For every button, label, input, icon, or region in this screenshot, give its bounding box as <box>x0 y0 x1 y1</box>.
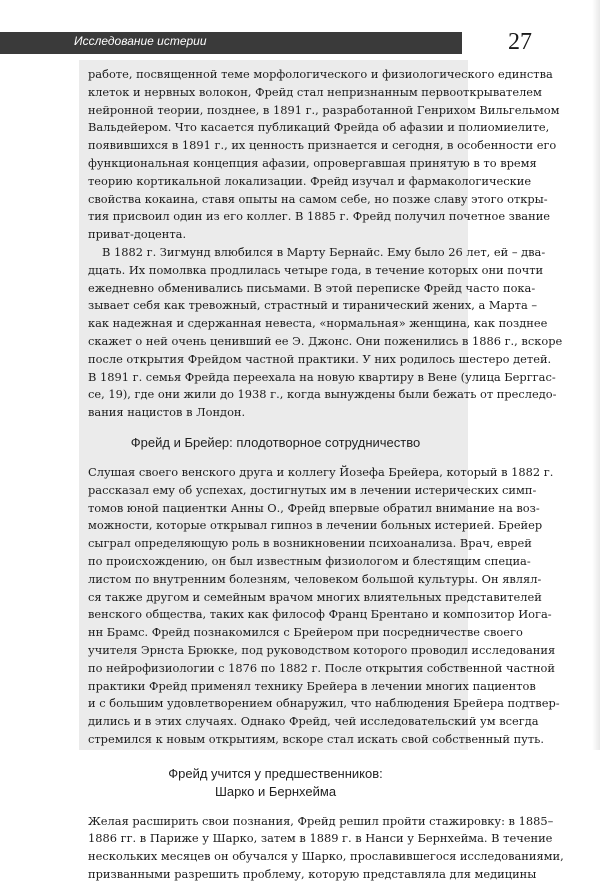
paragraph-4 <box>88 813 564 884</box>
text-line: Слушая своего венского друга и коллегу Йозефа Брейера, который в 1882 г. <box>88 464 554 479</box>
text-line: Желая расширить свои познания, Фрейд решил пройти стажировку: в 1885– <box>88 813 554 828</box>
section-heading-2-line-2: Шарко и Бернхейма <box>214 783 337 799</box>
text-line: клеток и нервных волокон, Фрейд стал непризнанным первооткрывателем <box>88 84 542 99</box>
text-line: рассказал ему об успехах, достигнутых им в лечении истерических симп- <box>88 482 537 497</box>
running-header-title: Исследование истерии <box>74 34 207 48</box>
text-line: как надежная и сдержанная невеста, «нормальная» женщина, как позднее <box>88 316 548 331</box>
text-line: и с большим удовлетворением обнаружил, что наблюдения Брейера подтвер- <box>88 696 560 711</box>
text-line: Вальдейером. Что касается публикаций Фрейда об афазии и полиомиелите, <box>88 120 550 135</box>
text-line: се, 19), где они жили до 1938 г., когда вынуждены были бежать от преследо- <box>88 387 557 402</box>
page-edge <box>592 0 600 750</box>
section-heading-2 <box>88 765 463 801</box>
text-line: по происхождению, он был известным физиологом и блестящим специа- <box>88 553 531 568</box>
text-line: В 1891 г. семья Фрейда переехала на новую квартиру в Вене (улица Берггас- <box>88 369 556 384</box>
text-line: сыграл определяющую роль в возникновении психоанализа. Врач, еврей <box>88 536 532 551</box>
text-line: В 1882 г. Зигмунд влюбился в Марту Бернайс. Ему было 26 лет, ей – два- <box>102 244 546 259</box>
text-line: листом по внутренним болезням, человеком большой культуры. Он являл- <box>88 571 542 586</box>
text-column <box>88 60 564 884</box>
text-line: венского общества, таких как философ Франц Брентано и композитор Иога- <box>88 607 552 622</box>
text-line: после открытия Фрейдом частной практики. У них родилось шестеро детей. <box>88 351 552 366</box>
text-line: стремился к новым открытиям, вскоре стал искать свой собственный путь. <box>88 731 544 746</box>
text-line: нескольких месяцев он обучался у Шарко, прославившегося исследованиями, <box>88 849 564 864</box>
text-line: ежедневно обменивались письмами. В этой переписке Фрейд часто пока- <box>88 280 536 295</box>
section-heading-2-line-1: Фрейд учится у предшественников: <box>168 765 383 781</box>
text-line: дцать. Их помолвка продлилась четыре года, в течение которых они почти <box>88 262 544 277</box>
section-heading-1: Фрейд и Брейер: плодотворное сотрудничество <box>130 434 421 450</box>
text-line: по нейрофизиологии с 1876 по 1882 г. После открытия собственной частной <box>88 660 556 675</box>
running-header-bar <box>0 32 462 54</box>
text-line: тия присвоил один из его коллег. В 1885 г. Фрейд получил почетное звание <box>88 209 551 224</box>
text-line: свойства кокаина, ставя опыты на самом себе, но позже славу этого откры- <box>88 191 548 206</box>
text-line: скажет о ней очень ценивший ее Э. Джонс. Они поженились в 1886 г., вскоре <box>88 333 563 348</box>
text-line: нн Брамс. Фрейд познакомился с Брейером при посредничестве своего <box>88 625 523 640</box>
text-line: призванными разрешить проблему, которую представляла для медицины <box>88 867 537 882</box>
text-line: учителя Эрнста Брюкке, под руководством которого проводил исследования <box>88 642 556 657</box>
text-line: приват-доцента. <box>88 227 187 242</box>
text-line: практики Фрейд применял технику Брейера в лечении многих пациентов <box>88 678 536 693</box>
text-line: теорию кортикальной локализации. Фрейд изучал и фармакологические <box>88 173 532 188</box>
text-line: ся также другом и семейным врачом многих влиятельных представителей <box>88 589 542 604</box>
text-line: функциональная концепция афазии, опровергавшая принятую в то время <box>88 155 537 170</box>
paragraph-2 <box>88 244 563 422</box>
text-line: работе, посвященной теме морфологического и физиологического единства <box>88 67 553 81</box>
text-line: вания нацистов в Лондон. <box>88 405 246 420</box>
text-line: можности, которые открывал гипноз в лечении больных истерией. Брейер <box>88 518 543 533</box>
text-line: 1886 гг. в Париже у Шарко, затем в 1889 г. в Нанси у Бернхейма. В течение <box>88 831 553 846</box>
paragraph-3 <box>88 464 560 749</box>
text-line: томов юной пациентки Анны О., Фрейд впервые обратил внимание на воз- <box>88 500 540 515</box>
content-panel <box>79 60 564 882</box>
paragraph-1 <box>88 60 560 244</box>
text-line: нейронной теории, позднее, в 1891 г., разработанной Генрихом Вильгельмом <box>88 102 560 117</box>
text-line: зывает себя как тревожный, страстный и тиранический жених, а Марта – <box>88 298 538 313</box>
page-number: 27 <box>508 29 532 55</box>
text-line: появившихся в 1891 г., их ценность признается и сегодня, в особенности его <box>88 138 557 153</box>
text-line: дились и в этих случаях. Однако Фрейд, чей исследовательский ум всегда <box>88 714 539 729</box>
